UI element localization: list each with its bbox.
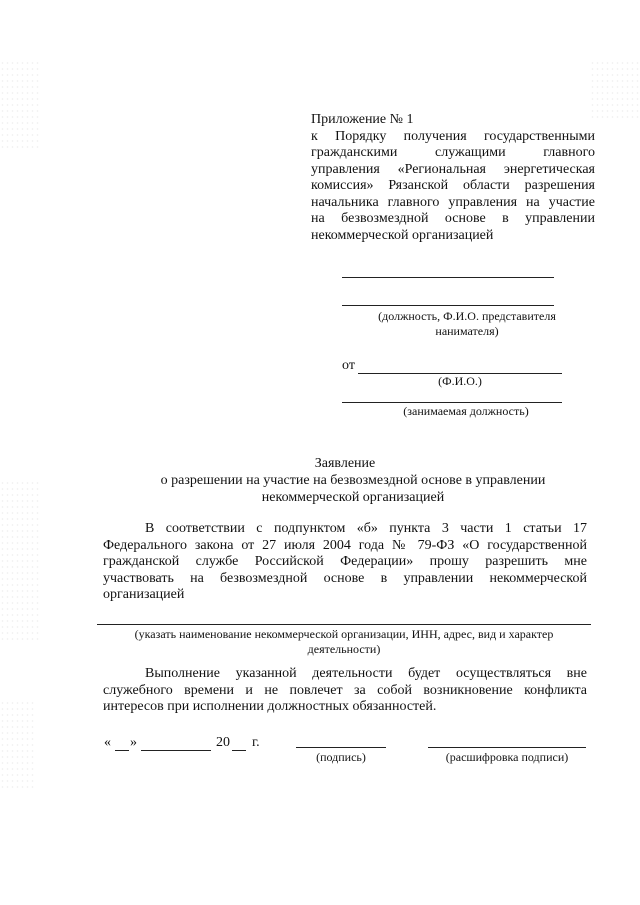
- date-open-quote: «: [104, 735, 111, 750]
- addressee-caption-line: (должность, Ф.И.О. представителя: [378, 309, 556, 323]
- appendix-line: к Порядку получения государственными: [311, 128, 595, 144]
- appendix-block: [311, 112, 595, 244]
- paragraph-line: Федерального закона от 27 июля 2004 года № 79-ФЗ «О государственной: [103, 537, 587, 553]
- year-blank-line[interactable]: [232, 750, 246, 751]
- paragraph-line: интересов при исполнении должностных обязанностей.: [103, 699, 437, 714]
- addressee-caption-line: нанимателя): [435, 324, 499, 338]
- paragraph-line: В соответствии с подпунктом «б» пункта 3 части 1 статьи 17: [145, 521, 587, 536]
- paragraph-line: гражданской службе Российской Федерации» прошу разрешить мне: [103, 554, 587, 569]
- position-blank-line[interactable]: [342, 402, 562, 403]
- year-suffix: г.: [252, 735, 260, 750]
- statement-subtitle-line: некоммерческой организацией: [261, 489, 445, 505]
- statement-paragraph-2: [103, 666, 587, 716]
- statement-subtitle: [100, 473, 606, 506]
- appendix-line: начальника главного управления на участие: [311, 194, 595, 210]
- date-close-quote: »: [130, 735, 137, 750]
- statement-paragraph-1: [103, 521, 587, 604]
- paragraph-line: Выполнение указанной деятельности будет осуществляться вне: [145, 666, 587, 681]
- statement-title: Заявление: [314, 456, 376, 471]
- organization-blank-line[interactable]: [97, 624, 591, 625]
- signature-blank-line[interactable]: [296, 747, 386, 748]
- month-blank-line[interactable]: [141, 750, 211, 751]
- paragraph-line: участвовать на безвозмездной основе в управлении некоммерческой: [103, 570, 587, 586]
- signature-caption: (подпись): [316, 750, 366, 764]
- appendix-title: Приложение № 1: [311, 112, 414, 127]
- paragraph-line: служебного времени и не повлечет за собой возникновение конфликта: [103, 682, 587, 698]
- addressee-blank-line[interactable]: [342, 305, 554, 306]
- appendix-line: на безвозмездной основе в управлении: [311, 211, 595, 226]
- addressee-caption: [342, 309, 592, 339]
- decode-caption: (расшифровка подписи): [445, 750, 569, 764]
- scan-noise: [590, 60, 640, 120]
- scan-noise: [0, 60, 40, 150]
- statement-subtitle-line: о разрешении на участие на безвозмездной основе в управлении: [160, 473, 546, 488]
- appendix-line: гражданскими служащими главного: [311, 145, 595, 160]
- position-caption: (занимаемая должность): [403, 404, 529, 418]
- paragraph-line: организацией: [103, 587, 185, 602]
- scan-noise: [0, 700, 35, 790]
- scan-noise: [0, 480, 40, 640]
- appendix-line: управления «Региональная энергетическая: [311, 161, 595, 177]
- appendix-line: некоммерческой организацией: [311, 227, 494, 243]
- appendix-line: комиссия» Рязанской области разрешения: [311, 178, 595, 193]
- decode-blank-line[interactable]: [428, 747, 586, 748]
- addressee-blank-line[interactable]: [342, 277, 554, 278]
- from-label: от: [342, 358, 355, 373]
- fio-caption: (Ф.И.О.): [438, 374, 482, 388]
- year-prefix: 20: [216, 735, 230, 750]
- organization-caption-line: (указать наименование некоммерческой организации, ИНН, адрес, вид и характер: [134, 627, 554, 641]
- organization-caption: [97, 627, 591, 657]
- organization-caption-line: деятельности): [307, 642, 381, 656]
- day-blank-line[interactable]: [115, 750, 129, 751]
